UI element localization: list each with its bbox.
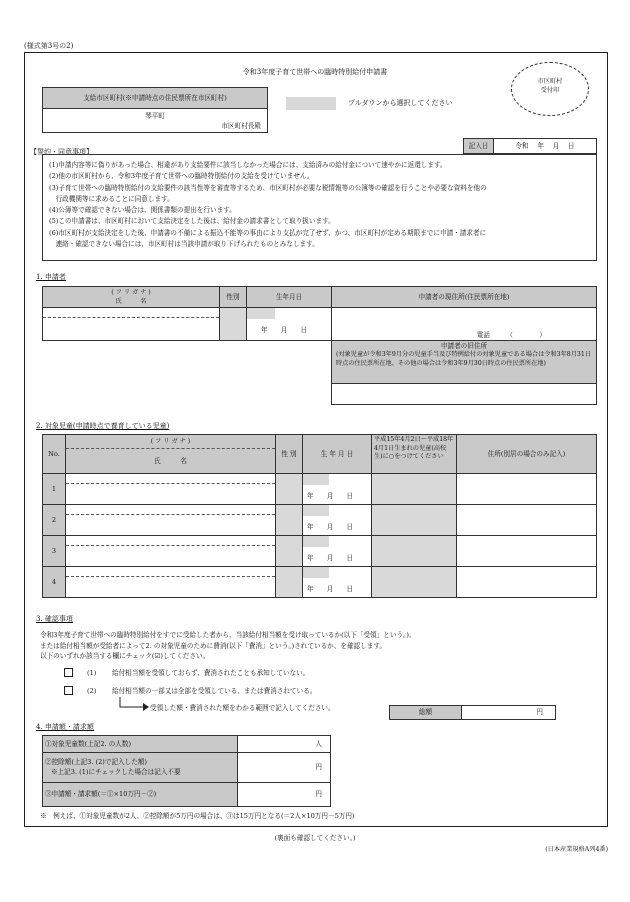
section1-title: 1. 申請者 [36, 273, 66, 281]
no-header: No. [42, 434, 66, 474]
child-count-field[interactable] [238, 736, 331, 753]
child-birth-date-parts: 年 月 日 [307, 554, 354, 562]
request-amount-field[interactable] [238, 783, 331, 807]
total-unit: 円 [536, 708, 543, 717]
total-label: 総額 [390, 706, 462, 720]
child-address-header: 住所(別居の場合のみ記入) [456, 434, 597, 474]
paper-size: (日本産業規格A列4番) [545, 846, 608, 853]
child-name-header [65, 434, 276, 474]
request-amount-label: ③申請額・請求額(＝①×10万円－②) [43, 783, 238, 807]
amount-table [42, 735, 331, 807]
deduction-label [43, 753, 238, 783]
option1-number: (1) [87, 669, 97, 677]
municipality-name: 琴平町 [145, 112, 165, 120]
child-row-number: 2 [42, 504, 66, 536]
child-row-number: 3 [42, 535, 66, 567]
pledge-header: 【誓約・同意事項】 [30, 148, 93, 156]
request-amount-unit: 円 [315, 790, 322, 799]
municipality-header: 支給市区町村(※申請時点の住民票所在市区町村) [43, 88, 268, 109]
birth-header: 生年月日 [246, 286, 332, 308]
child-address-field[interactable] [456, 566, 597, 598]
section2-title: 2. 対象児童(申請時点で養育している児童) [36, 422, 170, 430]
pledge-item: (1)申請内容等に偽りがあった場合、相違があり支給要件に該当しなかった場合には、支給済みの給付金について速やかに返還します。 [49, 161, 447, 169]
confirm-line: 令和3年度子育て世帯への臨時特別給付をすでに受給した者から、当該給付相当額を受け取っているか(以下「受領」という。)、 [40, 631, 416, 639]
stamp-label-2: 受付印 [540, 87, 560, 94]
pledge-box [42, 154, 597, 261]
pledge-item: 行政機関等に求めることに同意します。 [49, 194, 174, 203]
applicant-name-header [42, 286, 220, 308]
old-address-note: (対象児童が令和3年9月分の児童手当及び特例給付の対象児童である場合は令和3年8月31日時点の住民票所在地、その他の場合は令和3年9月30日時点の住民票所在地) [336, 351, 591, 368]
high-school-field[interactable] [371, 566, 457, 598]
confirm-text [40, 630, 416, 662]
example-note: ※ 例えば、①対象児童数が2人、②控除額が5万円の場合は、③は15万円となる(＝2人×10万円－5万円) [40, 812, 355, 820]
child-birth-header: 生 年 月 日 [302, 434, 372, 474]
deduction-field[interactable] [238, 753, 331, 783]
municipality-dropdown[interactable] [286, 97, 336, 110]
child-sex-field[interactable] [275, 566, 303, 598]
high-school-field[interactable] [371, 535, 457, 567]
deduction-label-note: ※上記3. (1)にチェックした場合は記入不要 [51, 767, 181, 776]
entry-date-label: 記入日 [464, 139, 494, 154]
high-school-header: 平成15年4月2日～平成18年4月1日生まれの児童(高校生)に○をつけてください [371, 434, 457, 474]
old-address-field[interactable] [331, 383, 597, 405]
child-sex-field[interactable] [275, 504, 303, 536]
back-note: (裏面も確認してください。) [274, 834, 356, 842]
pledge-item: (6)市区町村が支給決定をした後、申請書の不備による振込不能等の事由により支払が完了せず、かつ、市区町村が定める期限までに申請・請求者に [49, 228, 487, 237]
pledge-item: (5)この申請書は、市区町村において支給決定をした後は、給付金の請求書として取り扱います。 [49, 217, 335, 226]
section4-title: 4. 申請額・請求額 [36, 723, 94, 731]
old-address-label: 申請者の旧住所 [440, 342, 488, 350]
child-birth-date-parts: 年 月 日 [307, 523, 354, 531]
child-sex-field[interactable] [275, 473, 303, 505]
applicant-sex-field[interactable] [219, 307, 247, 341]
deduction-unit: 円 [315, 763, 322, 772]
child-count-unit: 人 [315, 739, 322, 748]
child-address-field[interactable] [456, 504, 597, 536]
child-name-field[interactable] [65, 535, 276, 567]
pledge-item: (4)公簿等で確認できない場合は、関係書類の提出を行います。 [49, 206, 236, 215]
child-name-field[interactable] [65, 473, 276, 505]
child-count-label: ①対象児童数(上記2. の人数) [43, 736, 238, 753]
confirm-line: または給付相当額が受給者によって2. の対象児童のために費消(以下「費消」という。)されているか、を確認します。 [40, 641, 386, 650]
furigana-label: ( フ リ ガ ナ ) [111, 289, 151, 296]
total-field[interactable] [462, 706, 556, 720]
high-school-field[interactable] [371, 473, 457, 505]
reception-stamp [511, 62, 589, 116]
sex-header: 性別 [219, 286, 247, 308]
entry-date-field[interactable]: 令和 年 月 日 [494, 139, 597, 154]
mayor-label: 市区町村長殿 [221, 121, 261, 130]
arrow-icon [118, 697, 150, 713]
option1-checkbox[interactable] [64, 668, 73, 677]
child-row-number: 1 [42, 473, 66, 505]
child-name-field[interactable] [65, 504, 276, 536]
pledge-item: (2)他の市区町村から、令和3年度子育て世帯への臨時特別給付の支給を受けていません。 [49, 172, 314, 181]
child-birth-date-parts: 年 月 日 [307, 585, 354, 593]
pledge-list [49, 160, 590, 250]
child-name-field[interactable] [65, 566, 276, 598]
child-birth-field[interactable] [302, 535, 372, 567]
option2-number: (2) [87, 687, 97, 695]
pledge-item: 連絡・確認できない場合には、市区町村は当該申請が取り下げられたものとみなします。 [49, 240, 319, 249]
dropdown-hint: プルダウンから選択してください [348, 99, 453, 107]
phone-field: 電話 （ ） [476, 331, 546, 339]
old-address-header [331, 340, 597, 384]
children-table [42, 434, 597, 599]
deduction-label-main: ②控除額(上記3. (2)で記入した額) [45, 758, 147, 766]
child-birth-field[interactable] [302, 473, 372, 505]
applicant-address-field[interactable] [331, 307, 597, 341]
arrow-note: 受領した額・費消された額をわかる範囲で記入してください。 [150, 704, 335, 712]
child-address-field[interactable] [456, 535, 597, 567]
child-birth-field[interactable] [302, 504, 372, 536]
applicant-table [42, 286, 597, 407]
option1-text: 給付相当額を受領しておらず、費消されたことも承知していない。 [112, 669, 310, 677]
child-furigana-label: ( フ リ ガ ナ ) [150, 438, 191, 445]
child-sex-field[interactable] [275, 535, 303, 567]
child-sex-header: 性 別 [275, 434, 303, 474]
address-header: 申請者の現住所(住民票所在地) [331, 286, 597, 308]
child-birth-field[interactable] [302, 566, 372, 598]
child-address-field[interactable] [456, 473, 597, 505]
child-name-label: 氏 名 [154, 457, 187, 465]
name-label: 氏 名 [115, 298, 147, 305]
applicant-birth-field[interactable] [246, 307, 332, 341]
form-title: 令和3年度子育て世帯への臨時特別給付申請書 [242, 68, 388, 76]
section3-title: 3. 確認事項 [36, 615, 73, 623]
high-school-field[interactable] [371, 504, 457, 536]
applicant-name-field[interactable] [42, 307, 220, 341]
option2-checkbox[interactable] [64, 686, 73, 695]
pledge-item: (3)子育て世帯への臨時特別給付の支給要件の該当性等を審査等するため、市区町村が必要な税情報等の公簿等の確認を行うことや必要な資料を他の [49, 183, 487, 192]
birth-date-parts: 年 月 日 [261, 326, 308, 334]
municipality-cell[interactable] [43, 109, 268, 133]
form-number: (様式第3号の2) [24, 42, 74, 50]
confirm-line: 以下のいずれか該当する欄にチェック(☑)してください。 [40, 652, 210, 661]
child-row-number: 4 [42, 566, 66, 598]
municipality-table [42, 87, 268, 133]
stamp-label-1: 市区町村 [537, 78, 563, 85]
child-birth-date-parts: 年 月 日 [307, 492, 354, 500]
total-table [389, 705, 556, 720]
entry-date-table [463, 138, 597, 154]
option2-text: 給付相当額の一部又は全部を受領している、または費消されている。 [112, 687, 317, 695]
